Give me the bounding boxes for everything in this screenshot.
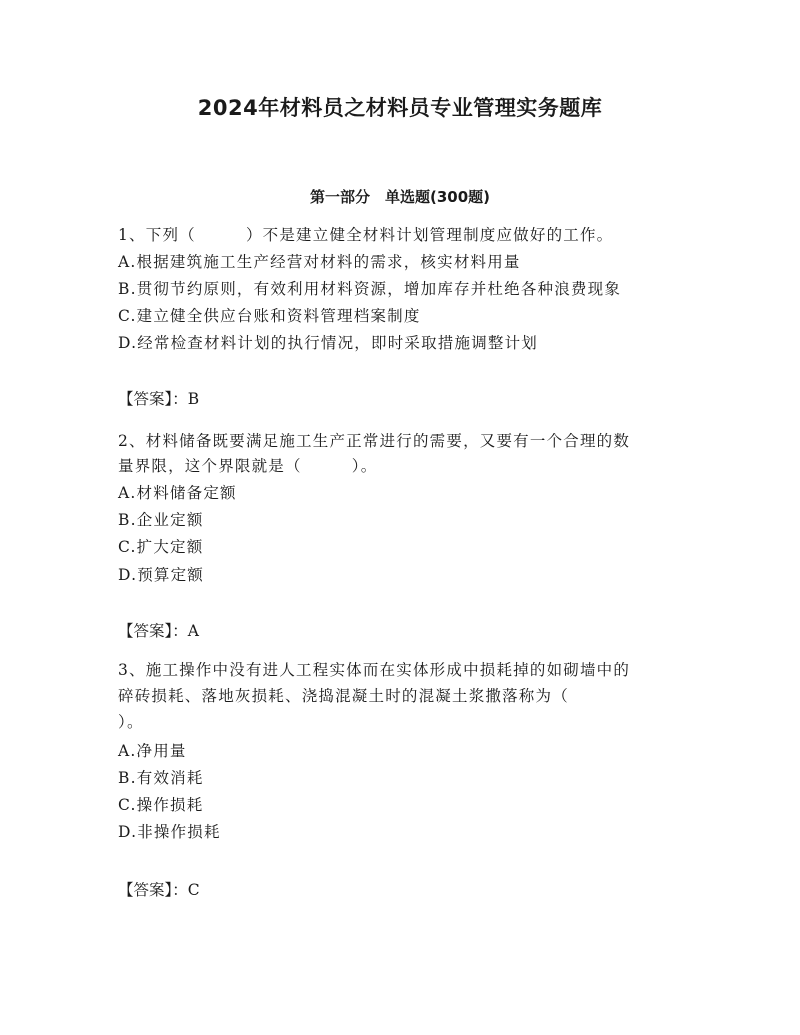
question-3-option-b: B.有效消耗 bbox=[118, 769, 204, 787]
question-3-option-d: D.非操作损耗 bbox=[118, 823, 221, 841]
question-2-answer: 【答案】：A bbox=[118, 622, 199, 640]
question-3-stem-line-2: 碎砖损耗、落地灰损耗、浇捣混凝土时的混凝土浆撒落称为（ bbox=[118, 687, 569, 705]
question-3-option-a: A.净用量 bbox=[118, 742, 187, 760]
question-3-stem-line-1: 3、施工操作中没有进人工程实体而在实体形成中损耗掉的如砌墙中的 bbox=[118, 661, 631, 679]
question-2-option-b: B.企业定额 bbox=[118, 511, 204, 529]
page-title: 2024年材料员之材料员专业管理实务题库 bbox=[197, 96, 603, 120]
question-1-option-a: A.根据建筑施工生产经营对材料的需求，核实材料用量 bbox=[118, 253, 521, 271]
section-heading: 第一部分 单选题(300题) bbox=[309, 188, 491, 206]
question-2-option-d: D.预算定额 bbox=[118, 566, 205, 584]
question-2-stem-line-1: 2、材料储备既要满足施工生产正常进行的需要，又要有一个合理的数 bbox=[118, 432, 631, 450]
question-1-option-c: C.建立健全供应台账和资料管理档案制度 bbox=[118, 307, 421, 325]
question-1-answer: 【答案】：B bbox=[118, 390, 200, 408]
question-3-stem-line-3: ）。 bbox=[118, 713, 144, 731]
question-1-option-b: B.贯彻节约原则，有效利用材料资源，增加库存并杜绝各种浪费现象 bbox=[118, 280, 622, 298]
question-1-option-d: D.经常检查材料计划的执行情况，即时采取措施调整计划 bbox=[118, 334, 539, 352]
question-2-stem-line-2: 量界限，这个界限就是（ ）。 bbox=[118, 457, 378, 475]
question-3-answer: 【答案】：C bbox=[118, 881, 200, 899]
question-1-stem: 1、下列（ ）不是建立健全材料计划管理制度应做好的工作。 bbox=[118, 226, 614, 244]
question-3-option-c: C.操作损耗 bbox=[118, 796, 204, 814]
question-2-option-a: A.材料储备定额 bbox=[118, 484, 237, 502]
question-2-option-c: C.扩大定额 bbox=[118, 538, 204, 556]
